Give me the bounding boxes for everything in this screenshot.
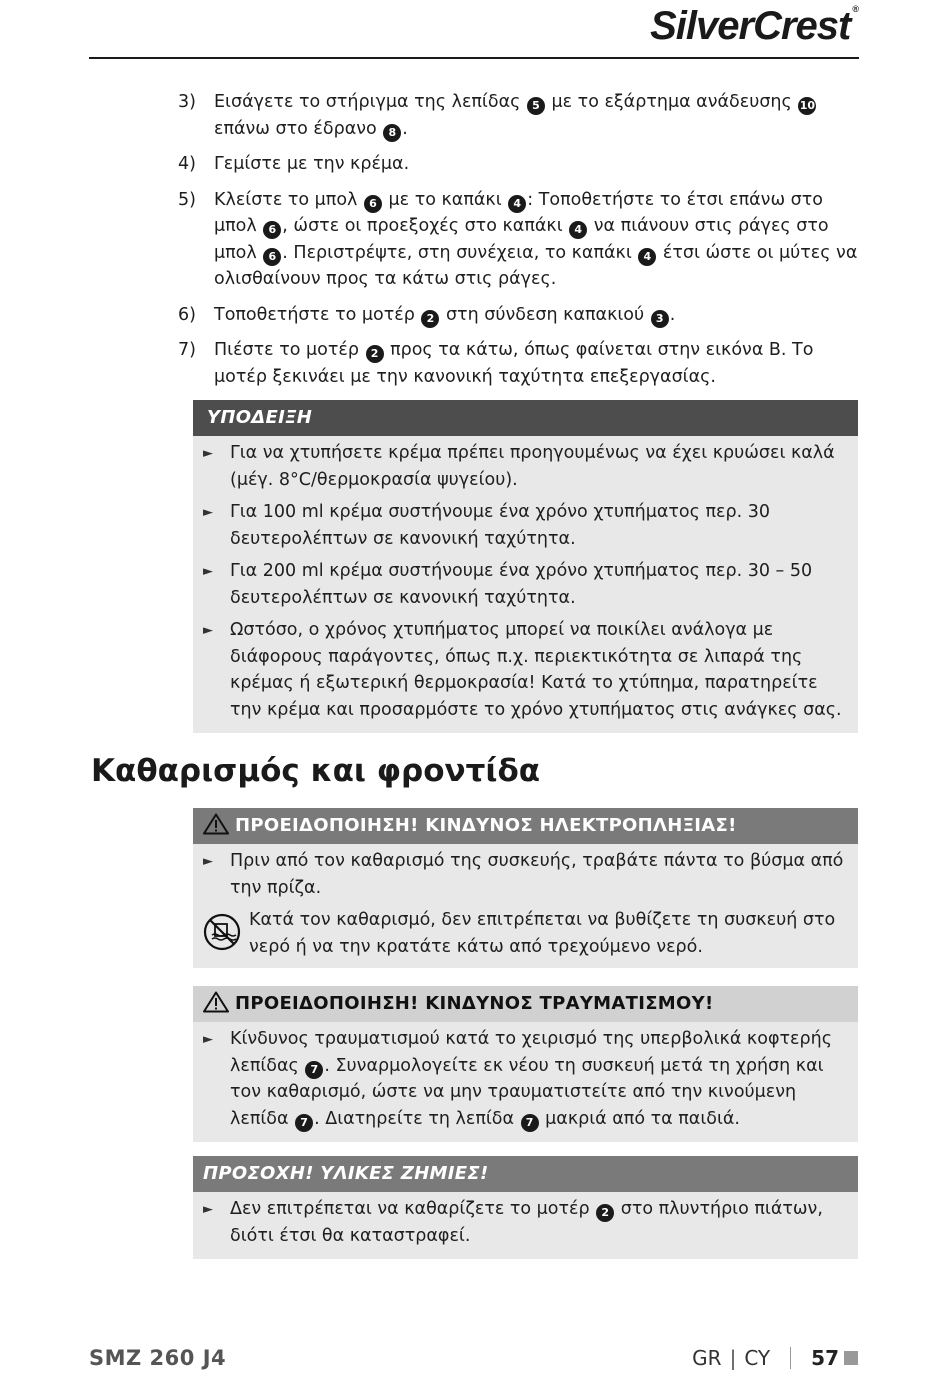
footer-model: SMZ 260 J4 — [89, 1346, 227, 1370]
no-immersion-icon — [203, 907, 249, 960]
assembly-steps — [178, 89, 858, 399]
step-number: 6) — [178, 304, 196, 325]
step-text: Εισάγετε το στήριγμα της λεπίδας 5 με το εξάρτημα ανάδευσης 10 επάνω στο έδρανο 8 . — [214, 89, 858, 142]
icon-row: Κατά τον καθαρισμό, δεν επιτρέπεται να βυθίζετε τη συσκευή στο νερό ή να την κρατάτε κάτω από τρεχούμενο νερό. — [203, 907, 848, 960]
list-item: ► Πριν από τον καθαρισμό της συσκευής, τραβάτε πάντα το βύσμα από την πρίζα. — [203, 848, 848, 901]
note-text: Για να χτυπήσετε κρέμα πρέπει προηγουμένως να έχει κρυώσει καλά (μέγ. 8°C/θερμοκρασία ψυγείου). — [230, 443, 835, 490]
step-number: 7) — [178, 340, 196, 360]
warning-injury-title: ΠΡΟΕΙΔΟΠΟΙΗΣΗ! ΚΙΝΔΥΝΟΣ ΤΡΑΥΜΑΤΙΣΜΟΥ! — [235, 993, 714, 1014]
warning-electric-body — [193, 844, 858, 968]
part-number-badge: 6 — [263, 248, 281, 266]
note-text: Για 200 ml κρέμα συστήνουμε ένα χρόνο χτυπήματος περ. 30 – 50 δευτερολέπτων σε κανονική ταχύτητα. — [230, 561, 813, 608]
page-marker-square — [844, 1351, 858, 1365]
list-item — [203, 617, 848, 723]
bullet-arrow-icon: ► — [203, 446, 213, 461]
warning-injury-body — [193, 1022, 858, 1142]
warning-triangle-icon — [203, 813, 229, 835]
part-number-badge: 5 — [527, 97, 545, 115]
step-item — [178, 89, 858, 142]
list-item — [203, 499, 848, 552]
bullet-arrow-icon: ► — [203, 1202, 213, 1217]
brand-logo: SilverCrest ® — [650, 4, 858, 48]
note-text: Για 100 ml κρέμα συστήνουμε ένα χρόνο χτυπήματος περ. 30 δευτερολέπτων σε κανονική ταχύτητα. — [230, 502, 770, 549]
step-item — [178, 302, 858, 329]
note-body — [193, 436, 858, 733]
footer-divider — [790, 1347, 791, 1369]
footer-separator: | — [729, 1346, 737, 1370]
part-number-badge: 4 — [569, 221, 587, 239]
warning-injury-box — [193, 986, 858, 1142]
part-number-badge: 2 — [596, 1204, 614, 1222]
page-number: 57 — [811, 1346, 839, 1370]
list-item — [203, 440, 848, 493]
part-number-badge: 3 — [651, 310, 669, 328]
caution-title: ΠΡΟΣΟΧΗ! ΥΛΙΚΕΣ ΖΗΜΙΕΣ! — [193, 1156, 858, 1192]
bullet-arrow-icon: ► — [203, 623, 213, 638]
bullet-arrow-icon: ► — [203, 854, 213, 869]
part-number-badge: 7 — [305, 1061, 323, 1079]
part-number-badge: 4 — [508, 195, 526, 213]
step-number: 5) — [178, 189, 196, 210]
footer-lang-cy: CY — [744, 1346, 771, 1370]
caution-box — [193, 1156, 858, 1259]
part-number-badge: 10 — [798, 97, 816, 115]
warning-electric-header — [193, 808, 858, 844]
warning-electric-title: ΠΡΟΕΙΔΟΠΟΙΗΣΗ! ΚΙΝΔΥΝΟΣ ΗΛΕΚΤΡΟΠΛΗΞΙΑΣ! — [235, 815, 737, 836]
list-item: ► Κίνδυνος τραυματισμού κατά το χειρισμό της υπερβολικά κοφτερής λεπίδας 7 . Συναρμολογείτε εκ νέου τη συσκευή μετά τη χρήση και τον καθαρισμό, ώστε να μην τραυματιστείτε από την κινούμενη λεπίδα 7 . Διατηρείτε τη λεπίδα 7 μακριά από τα παιδιά. — [203, 1026, 848, 1132]
list-item — [203, 558, 848, 611]
warning-electric-box — [193, 808, 858, 968]
warning-injury-header — [193, 986, 858, 1022]
step-text: Τοποθετήστε το μοτέρ 2 στη σύνδεση καπακιού 3 . — [214, 302, 858, 329]
part-number-badge: 6 — [364, 195, 382, 213]
step-number: 4) — [178, 154, 196, 174]
footer-page-info — [692, 1346, 858, 1370]
caution-body — [193, 1192, 858, 1259]
list-item: ► Δεν επιτρέπεται να καθαρίζετε το μοτέρ 2 στο πλυντήριο πιάτων, διότι έτσι θα καταστραφεί. — [203, 1196, 848, 1249]
part-number-badge: 2 — [366, 345, 384, 363]
bullet-arrow-icon: ► — [203, 505, 213, 520]
header-rule — [89, 57, 859, 59]
part-number-badge: 8 — [383, 124, 401, 142]
note-title: ΥΠΟΔΕΙΞΗ — [193, 400, 858, 436]
note-text: Ωστόσο, ο χρόνος χτυπήματος μπορεί να ποικίλει ανάλογα με διάφορους παράγοντες, όπως π.χ. περιεκτικότητα σε λιπαρά της κρέμας ή εξωτερική θερμοκρασία! Κατά το χτύπημα, παρατηρείτε την κρέμα και προσαρμόστε το χρόνο χτυπήματος στις ανάγκες σας. — [230, 620, 842, 720]
part-number-badge: 7 — [295, 1114, 313, 1132]
part-number-badge: 7 — [521, 1114, 539, 1132]
section-title: Καθαρισμός και φροντίδα — [91, 753, 541, 789]
step-number: 3) — [178, 92, 196, 112]
note-box — [193, 400, 858, 733]
footer-lang-gr: GR — [692, 1346, 722, 1370]
step-text: Γεμίστε με την κρέμα. — [214, 154, 410, 174]
bullet-arrow-icon: ► — [203, 564, 213, 579]
warning-triangle-icon — [203, 991, 229, 1013]
step-text: Πιέστε το μοτέρ 2 προς τα κάτω, όπως φαίνεται στην εικόνα B. Το μοτέρ ξεκινάει με την κανονική ταχύτητα επεξεργασίας. — [214, 340, 814, 387]
bullet-arrow-icon: ► — [203, 1032, 213, 1047]
step-item — [178, 151, 858, 178]
part-number-badge: 2 — [421, 310, 439, 328]
step-item — [178, 337, 858, 390]
step-text: Κλείστε το μπολ 6 με το καπάκι 4 : Τοποθετήστε το έτσι επάνω στο μπολ 6 , ώστε οι προεξοχές στο καπάκι 4 να πιάνουν στις ράγες στο μπολ 6 . Περιστρέψτε, στη συνέχεια, το καπάκι 4 έτσι ώστε οι μύτες να ολισθαίνουν προς τα κάτω στις ράγες. — [214, 189, 858, 289]
part-number-badge: 4 — [638, 248, 656, 266]
part-number-badge: 6 — [263, 221, 281, 239]
step-item — [178, 187, 858, 293]
